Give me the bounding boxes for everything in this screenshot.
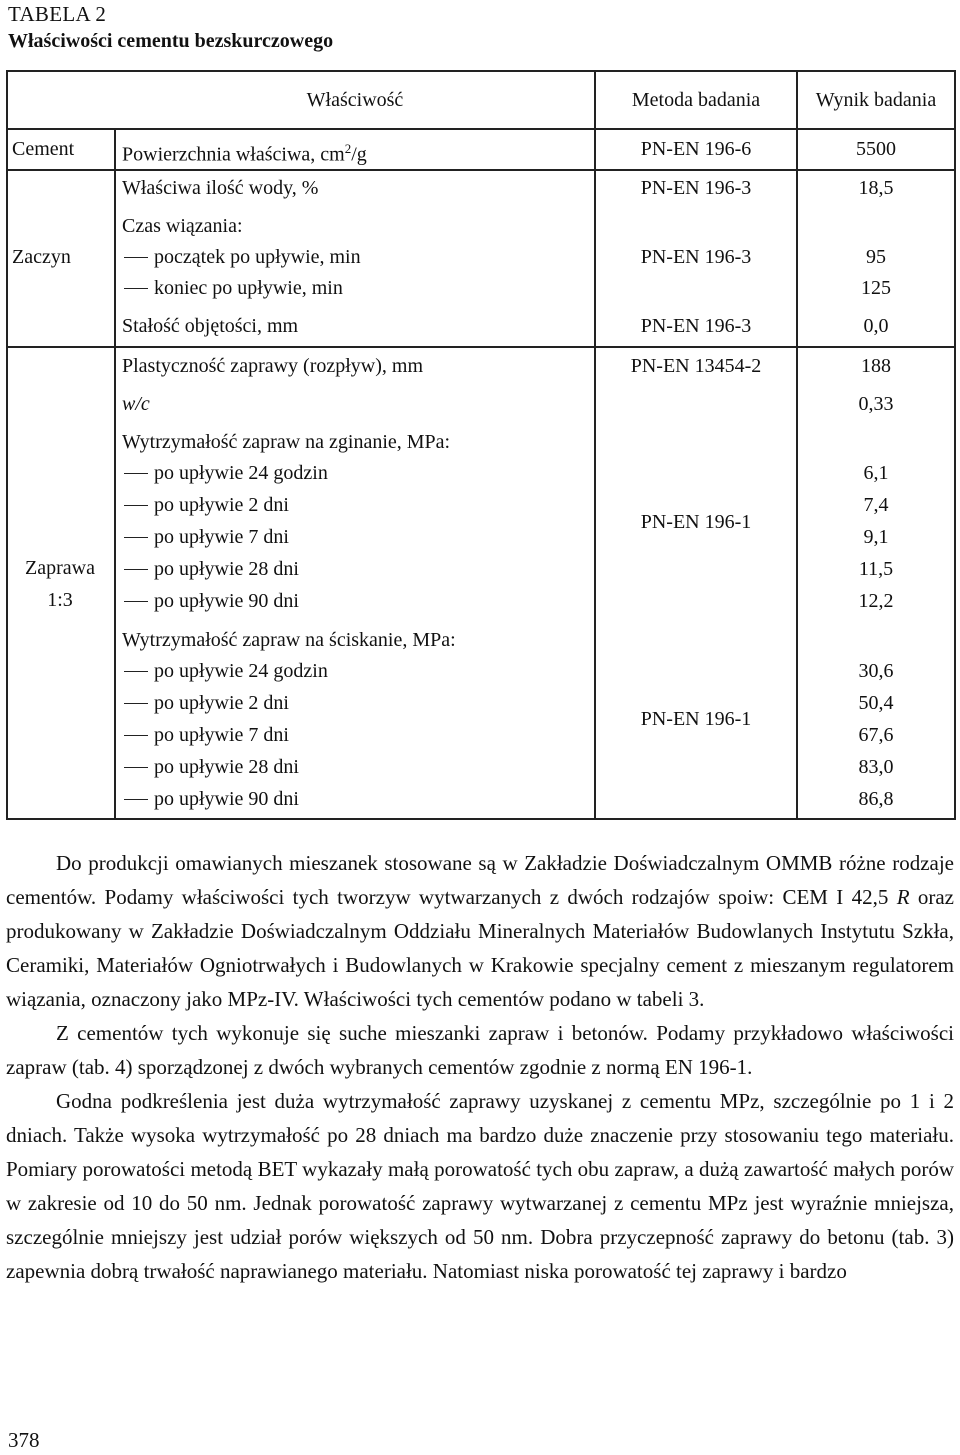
row-plasticity-label: Plastyczność zaprawy (rozpływ), mm: [122, 355, 424, 377]
list-dash: [124, 505, 148, 507]
row-compressive-method: PN-EN 196-1: [640, 708, 752, 730]
row-flexural-item: po upływie 90 dni: [122, 585, 299, 617]
row-flexural-item: po upływie 24 godzin: [122, 457, 328, 489]
row-plasticity-result: 188: [861, 355, 891, 377]
header-property: Właściwość: [306, 89, 404, 111]
row-setting-item: początek po upływie, min: [122, 241, 361, 273]
row-flexural-item: po upływie 28 dni: [122, 553, 299, 585]
row-surface-label: Powierzchnia właściwa, $cm^2/g$: [122, 141, 367, 166]
row-water-result: 18,5: [858, 177, 894, 199]
row-surface-method: PN-EN 196-6: [640, 138, 752, 160]
row-compressive-item: po upływie 2 dni: [122, 687, 289, 719]
header-result: Wynik badania: [815, 89, 937, 111]
paragraph: Godna podkreślenia jest duża wytrzymałość zaprawy uzyskanej z cementu MPz, szczególnie po 1 i 2 dniach. Także wysoka wytrzymałość po 28 dniach ma bardzo duże znaczenie przy stosowaniu tego materiału. Pomiary porowatości metodą BET wykazały małą porowatość tych obu zapraw, a dużą zawartość małych porów w zakresie od 10 do 50 nm. Jednak porowatość zaprawy wytwarzanej z cementu MPz jest wyraźnie mniejsza, szczególnie mniejszy jest udział porów większych od 50 nm. Dobra przyczepność zaprawy do betonu (tab. 3) zapewnia dobrą trwałość naprawianego materiału. Natomiast niska porowatość tej zaprawy i bardzo: [6, 1089, 954, 1283]
group-zaczyn: Zaczyn: [12, 246, 71, 268]
list-dash: [124, 288, 148, 290]
row-setting-item: koniec po upływie, min: [122, 272, 343, 304]
list-dash: [124, 257, 148, 259]
row-setting-label: Czas wiązania:: [122, 215, 243, 237]
body-text: [6, 846, 954, 1288]
page-number: 378: [8, 1428, 40, 1452]
row-compressive-result: 67,6: [858, 724, 894, 746]
row-flexural-label: Wytrzymałość zapraw na zginanie, MPa:: [122, 431, 451, 453]
table-caption-label: TABELA 2: [8, 2, 107, 26]
list-dash: [124, 537, 148, 539]
list-dash: [124, 799, 148, 801]
row-compressive-result: 86,8: [858, 788, 894, 810]
row-wc-label: w/c: [122, 393, 150, 415]
row-water-label: Właściwa ilość wody, %: [122, 177, 319, 199]
row-flexural-item: po upływie 2 dni: [122, 489, 289, 521]
list-dash: [124, 601, 148, 603]
row-compressive-result: 83,0: [858, 756, 894, 778]
row-flexural-method: PN-EN 196-1: [640, 511, 752, 533]
row-flexural-item: po upływie 7 dni: [122, 521, 289, 553]
list-dash: [124, 569, 148, 571]
table-rule: [6, 128, 956, 130]
row-setting-result: 125: [861, 277, 891, 299]
list-dash: [124, 473, 148, 475]
row-plasticity-method: PN-EN 13454-2: [630, 355, 762, 377]
row-water-method: PN-EN 196-3: [640, 177, 752, 199]
row-compressive-label: Wytrzymałość zapraw na ściskanie, MPa:: [122, 629, 456, 651]
row-flexural-result: 7,4: [863, 494, 889, 516]
row-soundness-result: 0,0: [863, 315, 889, 337]
row-compressive-item: po upływie 90 dni: [122, 783, 299, 815]
row-compressive-result: 50,4: [858, 692, 894, 714]
row-setting-method: PN-EN 196-3: [640, 246, 752, 268]
row-flexural-result: 9,1: [863, 526, 889, 548]
table-rule: [6, 70, 8, 820]
group-zaprawa-line2: 1:3: [47, 589, 73, 611]
group-cement: Cement: [12, 138, 75, 160]
paragraph: Z cementów tych wykonuje się suche mieszanki zapraw i betonów. Podamy przykładowo właściwości zapraw (tab. 4) sporządzonej z dwóch wybranych cementów zgodnie z normą EN 196-1.: [6, 1021, 954, 1079]
header-method: Metoda badania: [631, 89, 761, 111]
row-wc-result: 0,33: [858, 393, 894, 415]
row-flexural-result: 12,2: [858, 590, 894, 612]
list-dash: [124, 703, 148, 705]
table-rule: [6, 346, 956, 348]
row-compressive-result: 30,6: [858, 660, 894, 682]
list-dash: [124, 767, 148, 769]
table-rule: [6, 70, 956, 72]
paragraph: Do produkcji omawianych mieszanek stosowane są w Zakładzie Doświadczalnym OMMB różne rodzaje cementów. Podamy właściwości tych tworzyw wytwarzanych z dwóch rodzajów spoiw: CEM I 42,5 R oraz produkowany w Zakładzie Doświadczalnym Oddziału Mineralnych Materiałów Budowlanych Instytutu Szkła, Ceramiki, Materiałów Ogniotrwałych i Budowlanych w Krakowie specjalny cement z mieszanym regulatorem wiązania, oznaczony jako MPz-IV. Właściwości tych cementów podano w tabeli 3.: [6, 851, 954, 1011]
row-surface-result: 5500: [856, 138, 896, 160]
group-zaprawa-line1: Zaprawa: [25, 557, 95, 579]
properties-table: [6, 70, 956, 820]
row-compressive-item: po upływie 7 dni: [122, 719, 289, 751]
list-dash: [124, 735, 148, 737]
row-setting-result: 95: [866, 246, 886, 268]
table-rule: [114, 128, 116, 820]
list-dash: [124, 671, 148, 673]
row-compressive-item: po upływie 24 godzin: [122, 655, 328, 687]
row-soundness-label: Stałość objętości, mm: [122, 315, 299, 337]
table-caption-title: Właściwości cementu bezskurczowego: [8, 30, 334, 52]
group-zaprawa: [6, 552, 114, 616]
table-rule: [6, 818, 956, 820]
row-flexural-result: 11,5: [858, 558, 894, 580]
row-compressive-item: po upływie 28 dni: [122, 751, 299, 783]
row-flexural-result: 6,1: [863, 462, 889, 484]
row-soundness-method: PN-EN 196-3: [640, 315, 752, 337]
table-rule: [954, 70, 956, 820]
